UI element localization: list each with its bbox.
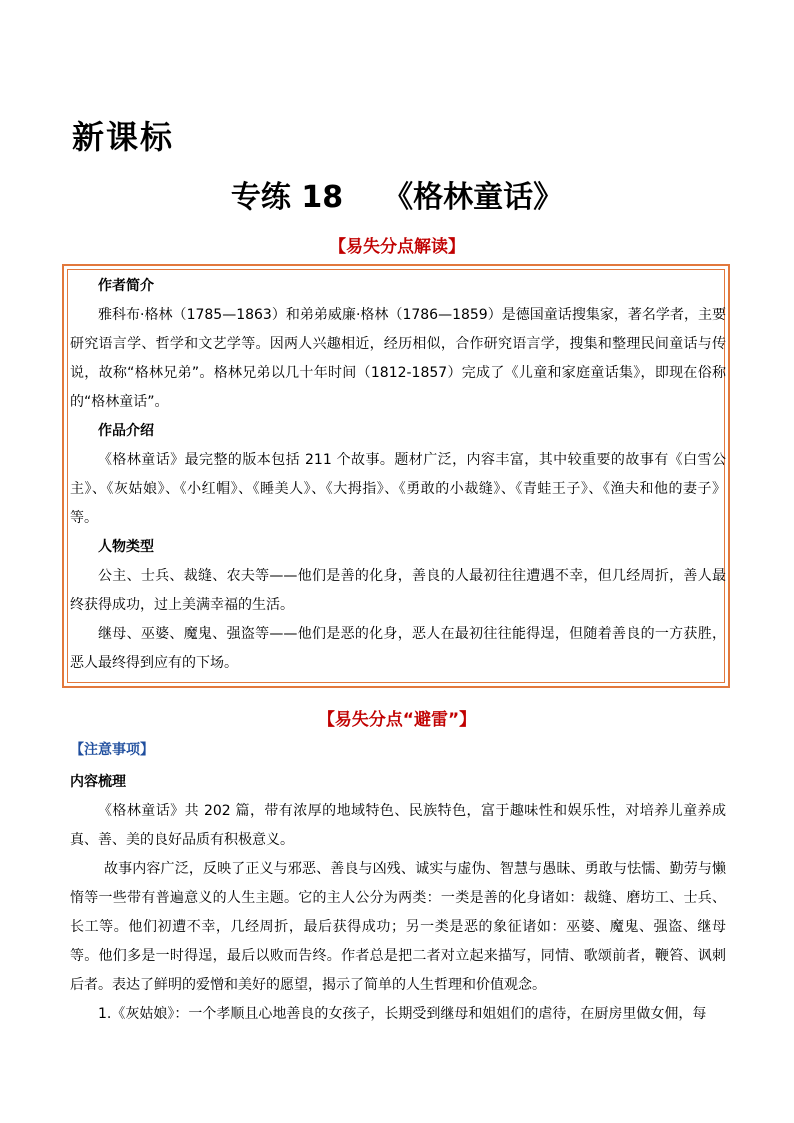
section-title-avoid: 【易失分点“避雷”】 [317, 710, 477, 730]
notes-para-3: 1.《灰姑娘》：一个孝顺且心地善良的女孩子，长期受到继母和姐姐们的虐待，在厨房里做女佣，每 [98, 1006, 707, 1022]
notes-para-1: 《格林童话》共 202 篇，带有浓厚的地域特色、民族特色，富于趣味性和娱乐性，对培养儿童养成真、善、美的良好品质有积极意义。 [70, 803, 726, 848]
notes-tag: 【注意事项】 [70, 742, 154, 758]
characters-evil-text: 继母、巫婆、魔鬼、强盗等——他们是恶的化身，恶人在最初往往能得逞，但随着善良的一方获胜，恶人最终得到应有的下场。 [70, 626, 726, 671]
section-title-analysis: 【易失分点解读】 [329, 237, 465, 257]
work-heading: 作品介绍 [98, 423, 154, 439]
brand-label: 新课标 [72, 118, 175, 156]
characters-heading: 人物类型 [98, 539, 154, 555]
analysis-content [70, 272, 726, 678]
characters-good-text: 公主、士兵、裁缝、农夫等——他们是善的化身，善良的人最初往往遭遇不幸，但几经周折，善人最终获得成功，过上美满幸福的生活。 [70, 568, 726, 613]
page-title-book: 《格林童话》 [383, 180, 564, 215]
work-text: 《格林童话》最完整的版本包括 211 个故事。题材广泛，内容丰富，其中较重要的故事有《白雪公主》、《灰姑娘》、《小红帽》、《睡美人》、《大拇指》、《勇敢的小裁缝》、《青蛙王子》、《渔夫和他的妻子》等。 [70, 452, 726, 526]
author-heading: 作者简介 [98, 278, 154, 294]
content-heading: 内容梳理 [70, 774, 126, 790]
page-title [0, 172, 794, 216]
page-title-number: 专练 18 [230, 180, 344, 215]
notes-para-2: 故事内容广泛，反映了正义与邪恶、善良与凶残、诚实与虚伪、智慧与愚昧、勇敢与怯懦、勤劳与懒惰等一些带有普遍意义的人生主题。它的主人公分为两类：一类是善的化身诸如：裁缝、磨坊工、士兵、长工等。他们初遭不幸，几经周折，最后获得成功；另一类是恶的象征诸如：巫婆、魔鬼、强盗、继母等。他们多是一时得逞，最后以败而告终。作者总是把二者对立起来描写，同情、歌颂前者，鞭笞、讽刺后者。表达了鲜明的爱憎和美好的愿望，揭示了简单的人生哲理和价值观念。 [70, 861, 726, 993]
notes-content [70, 768, 726, 1029]
author-text: 雅科布·格林（1785—1863）和弟弟威廉·格林（1786—1859）是德国童话搜集家，著名学者，主要研究语言学、哲学和文艺学等。因两人兴趣相近，经历相似，合作研究语言学，搜集和整理民间童话与传说，故称“格林兄弟”。格林兄弟以几十年时间（1812-1857）完成了《儿童和家庭童话集》，即现在俗称的“格林童话”。 [70, 307, 726, 410]
